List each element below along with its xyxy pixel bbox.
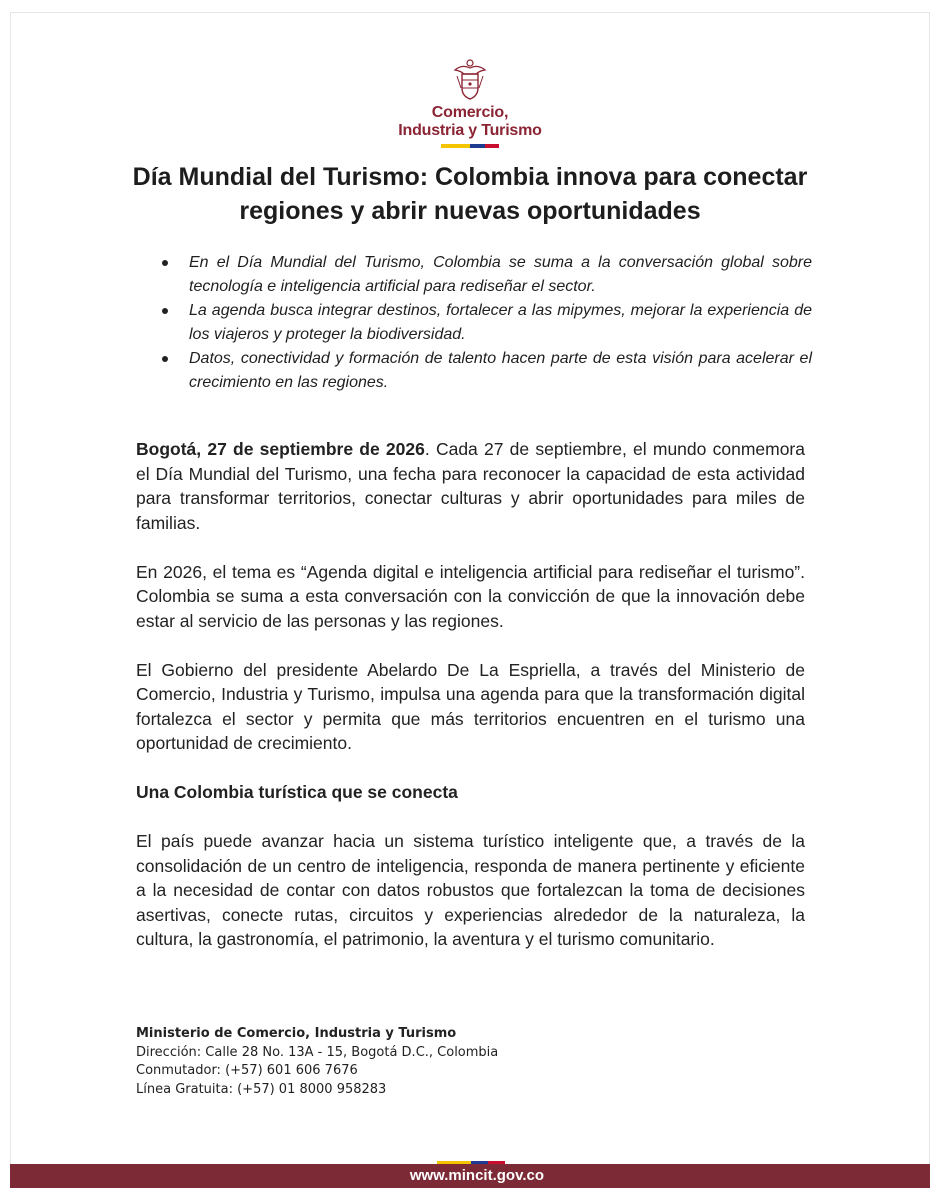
bullet-text: Datos, conectividad y formación de talento hacen parte de esta visión para acelerar el crecimiento en las regiones.: [189, 350, 812, 391]
bullet-icon: [162, 308, 168, 314]
bullet-text: En el Día Mundial del Turismo, Colombia se suma a la conversación global sobre tecnología e inteligencia artificial para rediseñar el sector.: [189, 254, 812, 295]
page-title: Día Mundial del Turismo: Colombia innova para conectar regiones y abrir nuevas oportunidades: [132, 163, 808, 225]
list-item: [162, 251, 812, 299]
contact-toll-free: Línea Gratuita: (+57) 01 8000 958283: [136, 1081, 387, 1097]
contact-switchboard: Conmutador: (+57) 601 606 7676: [136, 1063, 358, 1078]
paragraph-3: El Gobierno del presidente Abelardo De La Espriella, a través del Ministerio de Comercio, Industria y Turismo, impulsa una agenda para que la transformación digital fortalezca el sector y permita que más territorios encuentren en el turismo una oportunidad de crecimiento.: [136, 659, 805, 753]
section-heading: Una Colombia turística que se conecta: [136, 782, 458, 802]
ministry-logo: [0, 58, 940, 148]
contact-block: [136, 1025, 736, 1099]
bullet-icon: [162, 356, 168, 362]
bullet-icon: [162, 260, 168, 266]
contact-org: Ministerio de Comercio, Industria y Turismo: [136, 1026, 457, 1041]
paragraph-1-text: . Cada 27 de septiembre, el mundo conmemora el Día Mundial del Turismo, una fecha para reconocer la capacidad de esta actividad para transformar territorios, conectar culturas y abrir oportunidades para miles de familias.: [136, 439, 805, 533]
list-item: [162, 347, 812, 395]
summary-bullets: [162, 251, 812, 395]
logo-text-line2: Industria y Turismo: [398, 122, 542, 139]
list-item: [162, 299, 812, 347]
paragraph-4: El país puede avanzar hacia un sistema turístico inteligente que, a través de la consolidación de un centro de inteligencia, responda de manera pertinente y eficiente a la necesidad de contar con datos robustos que fortalezcan la toma de decisiones asertivas, conecte rutas, circuitos y experiencias alrededor de la naturaleza, la cultura, la gastronomía, el patrimonio, la aventura y el turismo comunitario.: [136, 831, 805, 949]
colombia-flag-stripe: [441, 144, 499, 148]
article-body: [136, 437, 805, 976]
bullet-text: La agenda busca integrar destinos, fortalecer a las mipymes, mejorar la experiencia de los viajeros y proteger la biodiversidad.: [189, 302, 812, 343]
footer-band: [10, 1164, 930, 1188]
footer-url-link[interactable]: www.mincit.gov.co: [409, 1167, 544, 1184]
logo-text-line1: Comercio,: [431, 104, 509, 121]
paragraph-1: [136, 437, 805, 535]
contact-address: Dirección: Calle 28 No. 13A - 15, Bogotá D.C., Colombia: [136, 1044, 499, 1060]
coat-of-arms-icon: [452, 58, 488, 102]
dateline: Bogotá, 27 de septiembre de 2026: [136, 439, 425, 459]
paragraph-2: En 2026, el tema es “Agenda digital e inteligencia artificial para rediseñar el turismo”. Colombia se suma a esta conversación con la convicción de que la innovación debe estar al servicio de las personas y las regiones.: [136, 561, 805, 631]
